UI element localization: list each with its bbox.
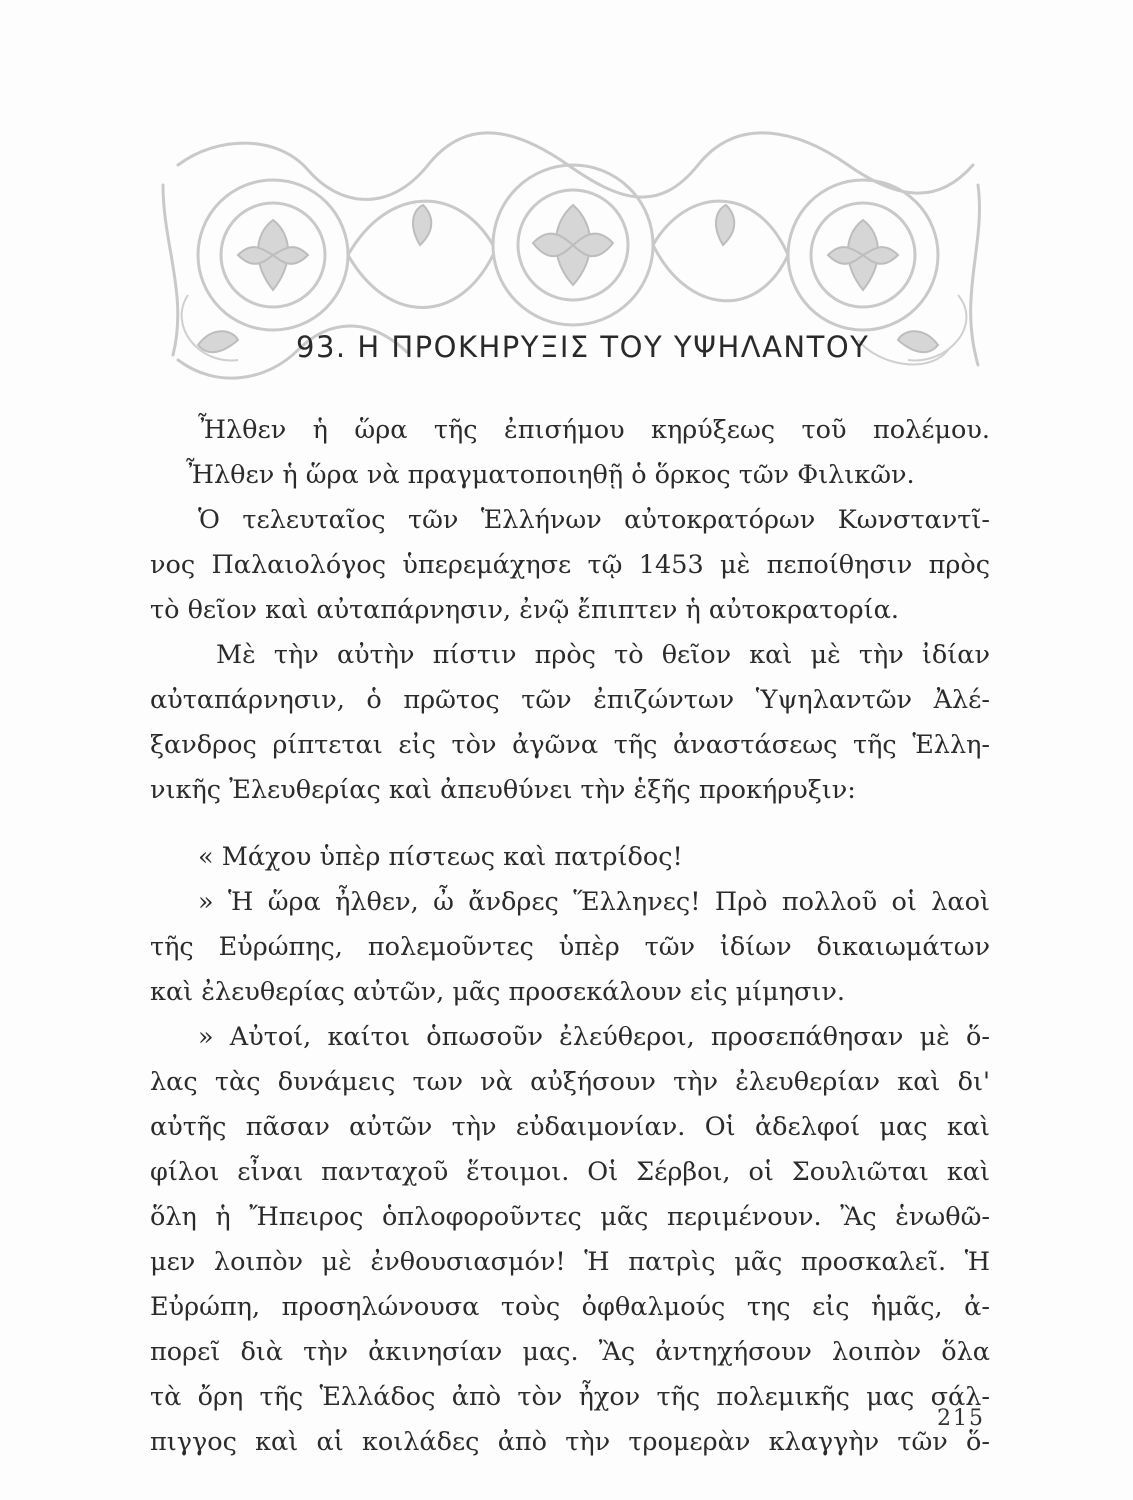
text-line: καὶ ἐλευθερίας αὐτῶν, μᾶς προσεκάλουν εἰς μίμησιν. [150, 977, 846, 1007]
text-line: πιγγος καὶ αἱ κοιλάδες ἀπὸ τὴν τρομερὰν κλαγγὴν τῶν ὅ- [150, 1427, 990, 1457]
text-line: αὐτῆς πᾶσαν αὐτῶν τὴν εὐδαιμονίαν. Οἱ ἀδελφοί μας καὶ [150, 1112, 990, 1142]
page-number: 215 [937, 1406, 985, 1431]
body-text [150, 408, 990, 1465]
text-line: πορεῖ διὰ τὴν ἀκινησίαν μας. Ἂς ἀντηχήσουν λοιπὸν ὅλα [150, 1337, 990, 1367]
text-line: τὸ θεῖον καὶ αὐταπάρνησιν, ἐνῷ ἔπιπτεν ἡ αὐτοκρατορία. [150, 595, 899, 625]
text-line: ξανδρος ρίπτεται εἰς τὸν ἀγῶνα τῆς ἀναστάσεως τῆς Ἑλλη- [150, 730, 990, 760]
text-line: Ἦλθεν ἡ ὥρα τῆς ἐπισήμου κηρύξεως τοῦ πολέμου. [198, 415, 990, 445]
text-line: φίλοι εἶναι πανταχοῦ ἕτοιμοι. Οἱ Σέρβοι, οἱ Σουλιῶται καὶ [150, 1157, 990, 1187]
text-line: τὰ ὄρη τῆς Ἑλλάδος ἀπὸ τὸν ἦχον τῆς πολεμικῆς μας σάλ- [150, 1382, 990, 1412]
text-line: νικῆς Ἐλευθερίας καὶ ἀπευθύνει τὴν ἑξῆς προκήρυξιν: [150, 775, 856, 805]
text-line: νος Παλαιολόγος ὑπερεμάχησε τῷ 1453 μὲ πεποίθησιν πρὸς [150, 550, 990, 580]
text-line: Ὁ τελευταῖος τῶν Ἑλλήνων αὐτοκρατόρων Κωνσταντῖ- [198, 505, 990, 535]
text-line: λας τὰς δυνάμεις των νὰ αὐξήσουν τὴν ἐλευθερίαν καὶ δι' [150, 1067, 990, 1097]
text-line: ὅλη ἡ Ἤπειρος ὁπλοφοροῦντες μᾶς περιμένουν. Ἂς ἑνωθῶ- [150, 1202, 990, 1232]
text-line: τῆς Εὐρώπης, πολεμοῦντες ὑπὲρ τῶν ἰδίων δικαιωμάτων [150, 932, 990, 962]
text-line: Μὲ τὴν αὐτὴν πίστιν πρὸς τὸ θεῖον καὶ μὲ τὴν ἰδίαν [216, 640, 990, 670]
text-line: Ἦλθεν ἡ ὥρα νὰ πραγματοποιηθῇ ὁ ὅρκος τῶν Φιλικῶν. [186, 460, 915, 490]
text-line: » Αὐτοί, καίτοι ὁπωσοῦν ἐλεύθεροι, προσεπάθησαν μὲ ὅ- [198, 1022, 990, 1052]
chapter-heading: 93. Η ΠΡΟΚΗΡΥΞΙΣ ΤΟΥ ΥΨΗΛΑΝΤΟΥ [296, 330, 870, 364]
text-line: αὐταπάρνησιν, ὁ πρῶτος τῶν ἐπιζώντων Ὑψηλαντῶν Ἀλέ- [150, 685, 990, 715]
text-line: μεν λοιπὸν μὲ ἐνθουσιασμόν! Ἡ πατρὶς μᾶς προσκαλεῖ. Ἡ [150, 1247, 990, 1277]
paragraph-gap [150, 813, 990, 835]
text-line: Εὐρώπη, προσηλώνουσα τοὺς ὀφθαλμούς της εἰς ἡμᾶς, ἀ- [150, 1292, 990, 1322]
text-line: » Ἡ ὥρα ἦλθεν, ὦ ἄνδρες Ἕλληνες! Πρὸ πολλοῦ οἱ λαοὶ [198, 887, 990, 917]
text-line: « Μάχου ὑπὲρ πίστεως καὶ πατρίδος! [198, 842, 683, 872]
